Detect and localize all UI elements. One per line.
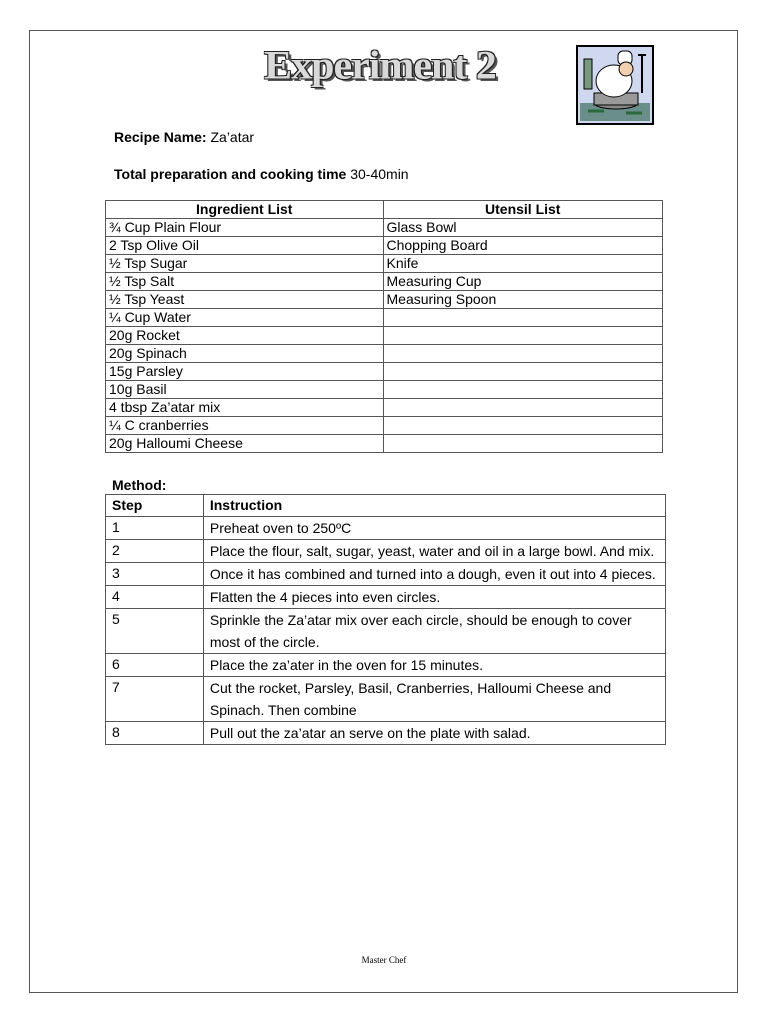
step-header: Step — [106, 495, 204, 517]
ingredient-cell: 10g Basil — [106, 381, 384, 399]
page-footer: Master Chef — [361, 955, 407, 965]
utensil-cell — [383, 345, 663, 363]
ingredient-utensil-table — [105, 200, 663, 453]
ingredient-cell: 20g Rocket — [106, 327, 384, 345]
table-row — [106, 219, 663, 237]
ingredient-cell: ½ Tsp Yeast — [106, 291, 384, 309]
table-header-row — [106, 495, 666, 517]
table-row — [106, 291, 663, 309]
ingredient-cell: ½ Tsp Salt — [106, 273, 384, 291]
instruction-header: Instruction — [203, 495, 665, 517]
table-row — [106, 563, 666, 586]
table-row — [106, 237, 663, 255]
step-number: 1 — [106, 517, 204, 540]
recipe-name-value: Za’atar — [210, 129, 255, 145]
table-row — [106, 540, 666, 563]
utensil-cell: Measuring Cup — [383, 273, 663, 291]
step-instruction: Cut the rocket, Parsley, Basil, Cranberries, Halloumi Cheese and Spinach. Then combine — [203, 677, 665, 722]
ingredient-cell: 20g Halloumi Cheese — [106, 435, 384, 453]
ingredient-cell: 20g Spinach — [106, 345, 384, 363]
step-number: 2 — [106, 540, 204, 563]
table-row — [106, 677, 666, 722]
table-row — [106, 722, 666, 745]
chef-clipart-icon — [576, 45, 654, 125]
time-line — [114, 166, 409, 182]
utensil-cell: Measuring Spoon — [383, 291, 663, 309]
table-row — [106, 327, 663, 345]
step-number: 5 — [106, 609, 204, 654]
table-row — [106, 654, 666, 677]
ingredient-cell: ¼ C cranberries — [106, 417, 384, 435]
step-number: 3 — [106, 563, 204, 586]
table-row — [106, 345, 663, 363]
table-row — [106, 399, 663, 417]
step-instruction: Preheat oven to 250ºC — [203, 517, 665, 540]
ingredient-cell: 2 Tsp Olive Oil — [106, 237, 384, 255]
utensil-cell: Chopping Board — [383, 237, 663, 255]
utensil-cell — [383, 309, 663, 327]
recipe-name-label: Recipe Name: — [114, 129, 207, 145]
step-number: 4 — [106, 586, 204, 609]
table-row — [106, 255, 663, 273]
utensil-cell — [383, 381, 663, 399]
step-number: 6 — [106, 654, 204, 677]
table-row — [106, 273, 663, 291]
utensil-cell — [383, 363, 663, 381]
ingredient-cell: 4 tbsp Za’atar mix — [106, 399, 384, 417]
step-instruction: Place the za’ater in the oven for 15 minutes. — [203, 654, 665, 677]
table-row — [106, 381, 663, 399]
table-header-row — [106, 201, 663, 219]
step-number: 8 — [106, 722, 204, 745]
ingredient-cell: ¾ Cup Plain Flour — [106, 219, 384, 237]
table-row — [106, 586, 666, 609]
time-value: 30-40min — [350, 166, 409, 182]
utensil-cell: Glass Bowl — [383, 219, 663, 237]
utensil-cell — [383, 399, 663, 417]
table-row — [106, 309, 663, 327]
utensil-cell — [383, 417, 663, 435]
ingredient-list-header: Ingredient List — [106, 201, 384, 219]
method-label: Method: — [112, 477, 167, 493]
step-instruction: Flatten the 4 pieces into even circles. — [203, 586, 665, 609]
table-row — [106, 435, 663, 453]
step-instruction: Sprinkle the Za’atar mix over each circle, should be enough to cover most of the circle. — [203, 609, 665, 654]
method-table — [105, 494, 666, 745]
recipe-name-line — [114, 129, 254, 145]
document-title: Experiment 2 — [264, 44, 496, 88]
utensil-cell — [383, 435, 663, 453]
utensil-cell — [383, 327, 663, 345]
table-row — [106, 517, 666, 540]
table-row — [106, 417, 663, 435]
step-number: 7 — [106, 677, 204, 722]
step-instruction: Once it has combined and turned into a dough, even it out into 4 pieces. — [203, 563, 665, 586]
time-label: Total preparation and cooking time — [114, 166, 347, 182]
ingredient-cell: ¼ Cup Water — [106, 309, 384, 327]
table-row — [106, 609, 666, 654]
utensil-list-header: Utensil List — [383, 201, 663, 219]
ingredient-cell: 15g Parsley — [106, 363, 384, 381]
utensil-cell: Knife — [383, 255, 663, 273]
table-row — [106, 363, 663, 381]
ingredient-cell: ½ Tsp Sugar — [106, 255, 384, 273]
step-instruction: Place the flour, salt, sugar, yeast, water and oil in a large bowl. And mix. — [203, 540, 665, 563]
step-instruction: Pull out the za’atar an serve on the plate with salad. — [203, 722, 665, 745]
